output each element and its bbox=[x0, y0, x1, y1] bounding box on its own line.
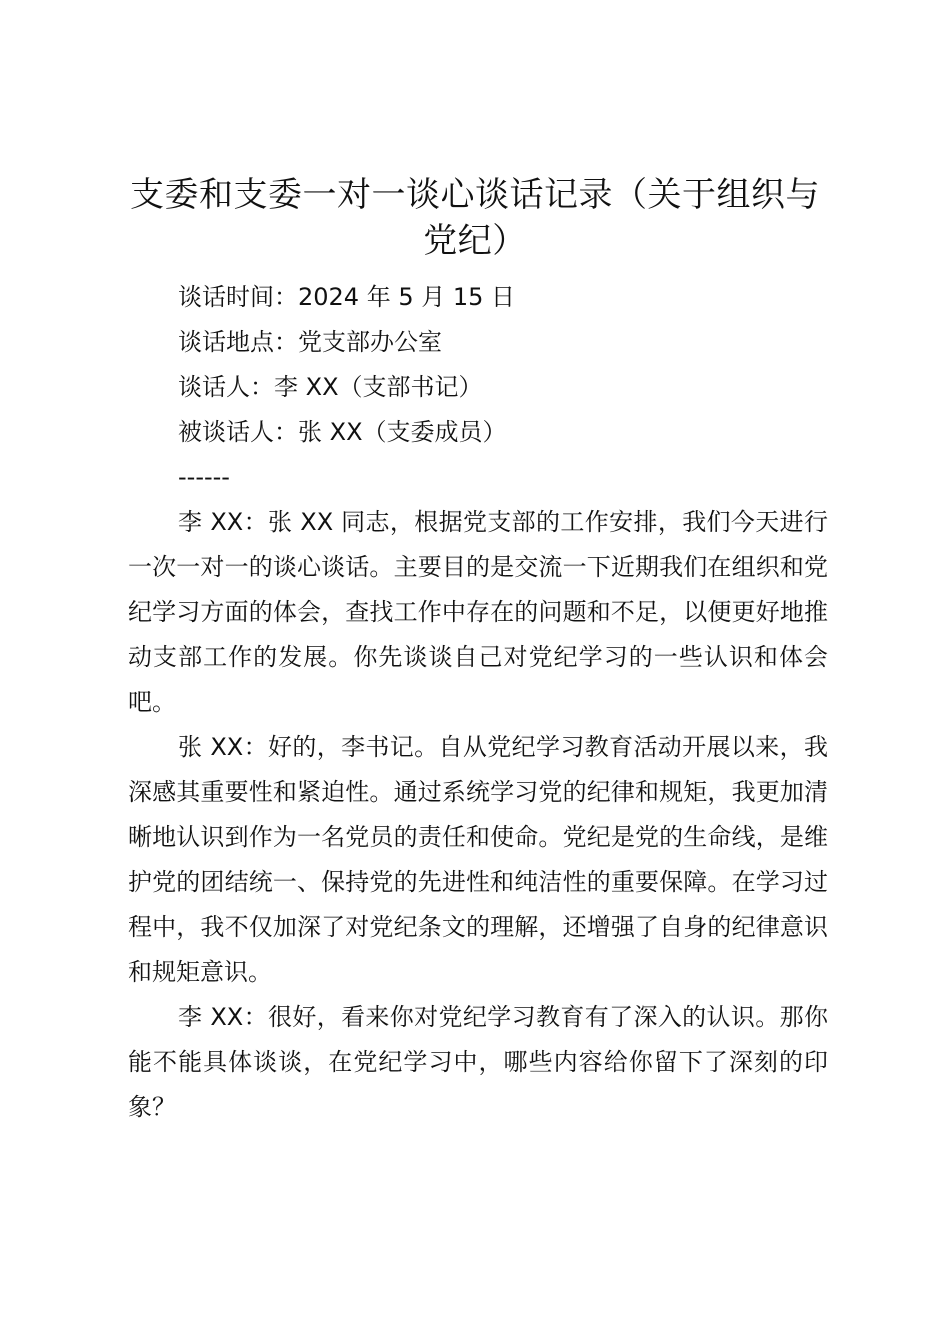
dialogue-paragraph: 张 XX：好的，李书记。自从党纪学习教育活动开展以来，我深感其重要性和紧迫性。通过系统学习党的纪律和规矩，我更加清晰地认识到作为一名党员的责任和使命。党纪是党的生命线，是维护党的团结统一、保持党的先进性和纯洁性的重要保障。在学习过程中，我不仅加深了对党纪条文的理解，还增强了自身的纪律意识和规矩意识。 bbox=[128, 733, 828, 986]
interviewer: 谈话人：李 XX（支部书记） bbox=[178, 373, 483, 401]
document-title: 支委和支委一对一谈心谈话记录（关于组织与党纪） bbox=[130, 175, 820, 261]
document-body bbox=[128, 275, 828, 1130]
talk-location: 谈话地点：党支部办公室 bbox=[178, 328, 442, 356]
talk-time: 谈话时间：2024 年 5 月 15 日 bbox=[178, 283, 516, 311]
dialogue-paragraph: 李 XX：很好，看来你对党纪学习教育有了深入的认识。那你能不能具体谈谈，在党纪学习中，哪些内容给你留下了深刻的印象？ bbox=[128, 1003, 828, 1121]
interviewee: 被谈话人：张 XX（支委成员） bbox=[178, 418, 507, 446]
dialogue-paragraph: 李 XX：张 XX 同志，根据党支部的工作安排，我们今天进行一次一对一的谈心谈话。主要目的是交流一下近期我们在组织和党纪学习方面的体会，查找工作中存在的问题和不足，以便更好地推动支部工作的发展。你先谈谈自己对党纪学习的一些认识和体会吧。 bbox=[128, 508, 828, 716]
separator-line: ------ bbox=[178, 463, 230, 491]
